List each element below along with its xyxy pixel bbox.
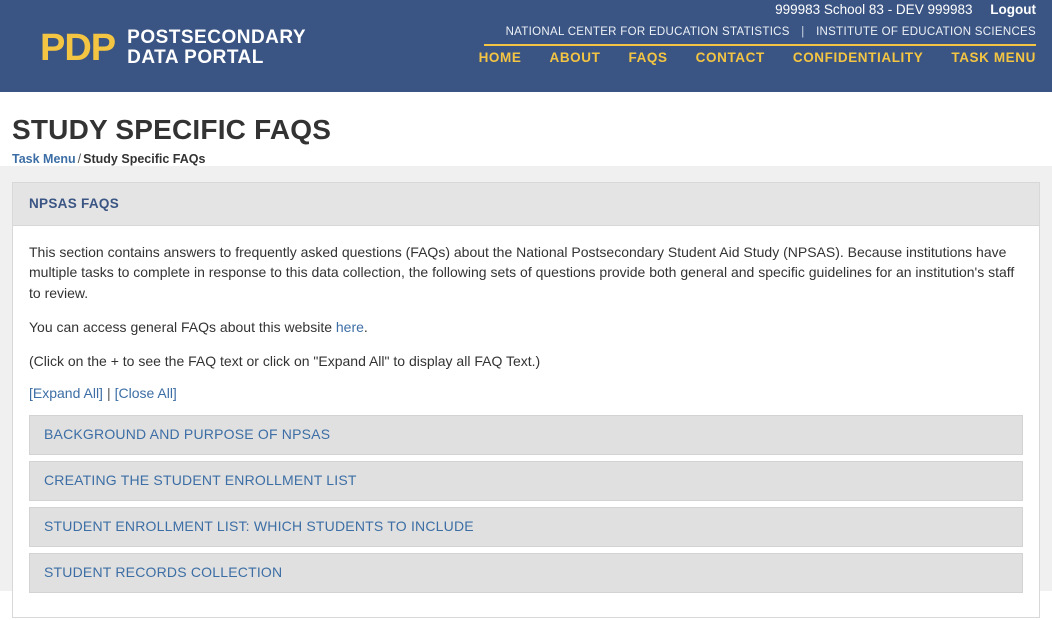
intro-paragraph: This section contains answers to frequently asked questions (FAQs) about the National Postsecondary Student Aid Study (NPSAS). Because institutions have multiple tasks to complete in response to this data collection, the following sets of questions provide both general and specific guidelines for an institution's staff to review. <box>29 244 1015 301</box>
faq-panel <box>12 182 1040 618</box>
user-identifier: 999983 School 83 - DEV 999983 <box>775 2 973 17</box>
nav-divider <box>484 44 1036 46</box>
main-navigation <box>479 50 1036 65</box>
nav-item-home[interactable]: HOME <box>478 50 522 65</box>
nav-item-confidentiality[interactable]: CONFIDENTIALITY <box>792 50 924 65</box>
agency-line <box>506 26 1036 38</box>
faq-panel-title: NPSAS FAQS <box>29 196 120 211</box>
instructions-paragraph: (Click on the + to see the FAQ text or click on "Expand All" to display all FAQ Text.) <box>29 353 541 370</box>
nav-item-task-menu[interactable]: TASK MENU <box>951 50 1036 65</box>
general-faq-prefix: You can access general FAQs about this website <box>29 318 336 335</box>
breadcrumb-task-menu[interactable]: Task Menu <box>12 152 76 166</box>
faq-accordion <box>29 415 1023 593</box>
faq-section-background-purpose[interactable] <box>29 415 1023 455</box>
logo-wordmark-line2: DATA PORTAL <box>127 46 264 68</box>
site-logo[interactable] <box>40 28 306 68</box>
expand-all-link[interactable]: [Expand All] <box>29 385 103 402</box>
agency-separator: | <box>801 26 805 38</box>
faq-section-which-students-to-include[interactable] <box>29 507 1023 547</box>
faq-section-student-records-collection[interactable] <box>29 553 1023 593</box>
general-faq-link[interactable]: here <box>335 318 364 335</box>
logout-link[interactable]: Logout <box>990 2 1036 17</box>
breadcrumb-current: Study Specific FAQs <box>83 152 206 166</box>
page-header <box>0 92 1052 166</box>
breadcrumb-separator: / <box>77 152 82 166</box>
agency-ies: INSTITUTE OF EDUCATION SCIENCES <box>816 26 1036 38</box>
faq-section-creating-enrollment-list[interactable] <box>29 461 1023 501</box>
logo-abbreviation: PDP <box>40 26 116 69</box>
faq-section-label: BACKGROUND AND PURPOSE OF NPSAS <box>44 426 331 443</box>
breadcrumb <box>12 152 1052 166</box>
general-faq-paragraph <box>29 317 1023 337</box>
user-bar <box>775 2 1036 17</box>
faq-section-label: CREATING THE STUDENT ENROLLMENT LIST <box>44 472 357 489</box>
faq-panel-body <box>13 226 1039 617</box>
nav-item-contact[interactable]: CONTACT <box>695 50 765 65</box>
nav-item-faqs[interactable]: FAQS <box>628 50 668 65</box>
faq-panel-header <box>13 183 1039 226</box>
logo-wordmark <box>127 28 306 68</box>
site-header <box>0 0 1052 92</box>
logo-wordmark-line1: POSTSECONDARY <box>127 27 307 48</box>
agency-nces: NATIONAL CENTER FOR EDUCATION STATISTICS <box>505 26 790 38</box>
expand-collapse-controls <box>29 385 1023 401</box>
nav-item-about[interactable]: ABOUT <box>549 50 601 65</box>
faq-section-label: STUDENT RECORDS COLLECTION <box>44 564 283 581</box>
page-title: STUDY SPECIFIC FAQS <box>12 114 332 145</box>
controls-separator: | <box>106 385 111 402</box>
page-content-area <box>0 166 1052 591</box>
faq-section-label: STUDENT ENROLLMENT LIST: WHICH STUDENTS TO INCLUDE <box>44 518 474 535</box>
general-faq-suffix: . <box>363 318 368 335</box>
close-all-link[interactable]: [Close All] <box>114 385 177 402</box>
